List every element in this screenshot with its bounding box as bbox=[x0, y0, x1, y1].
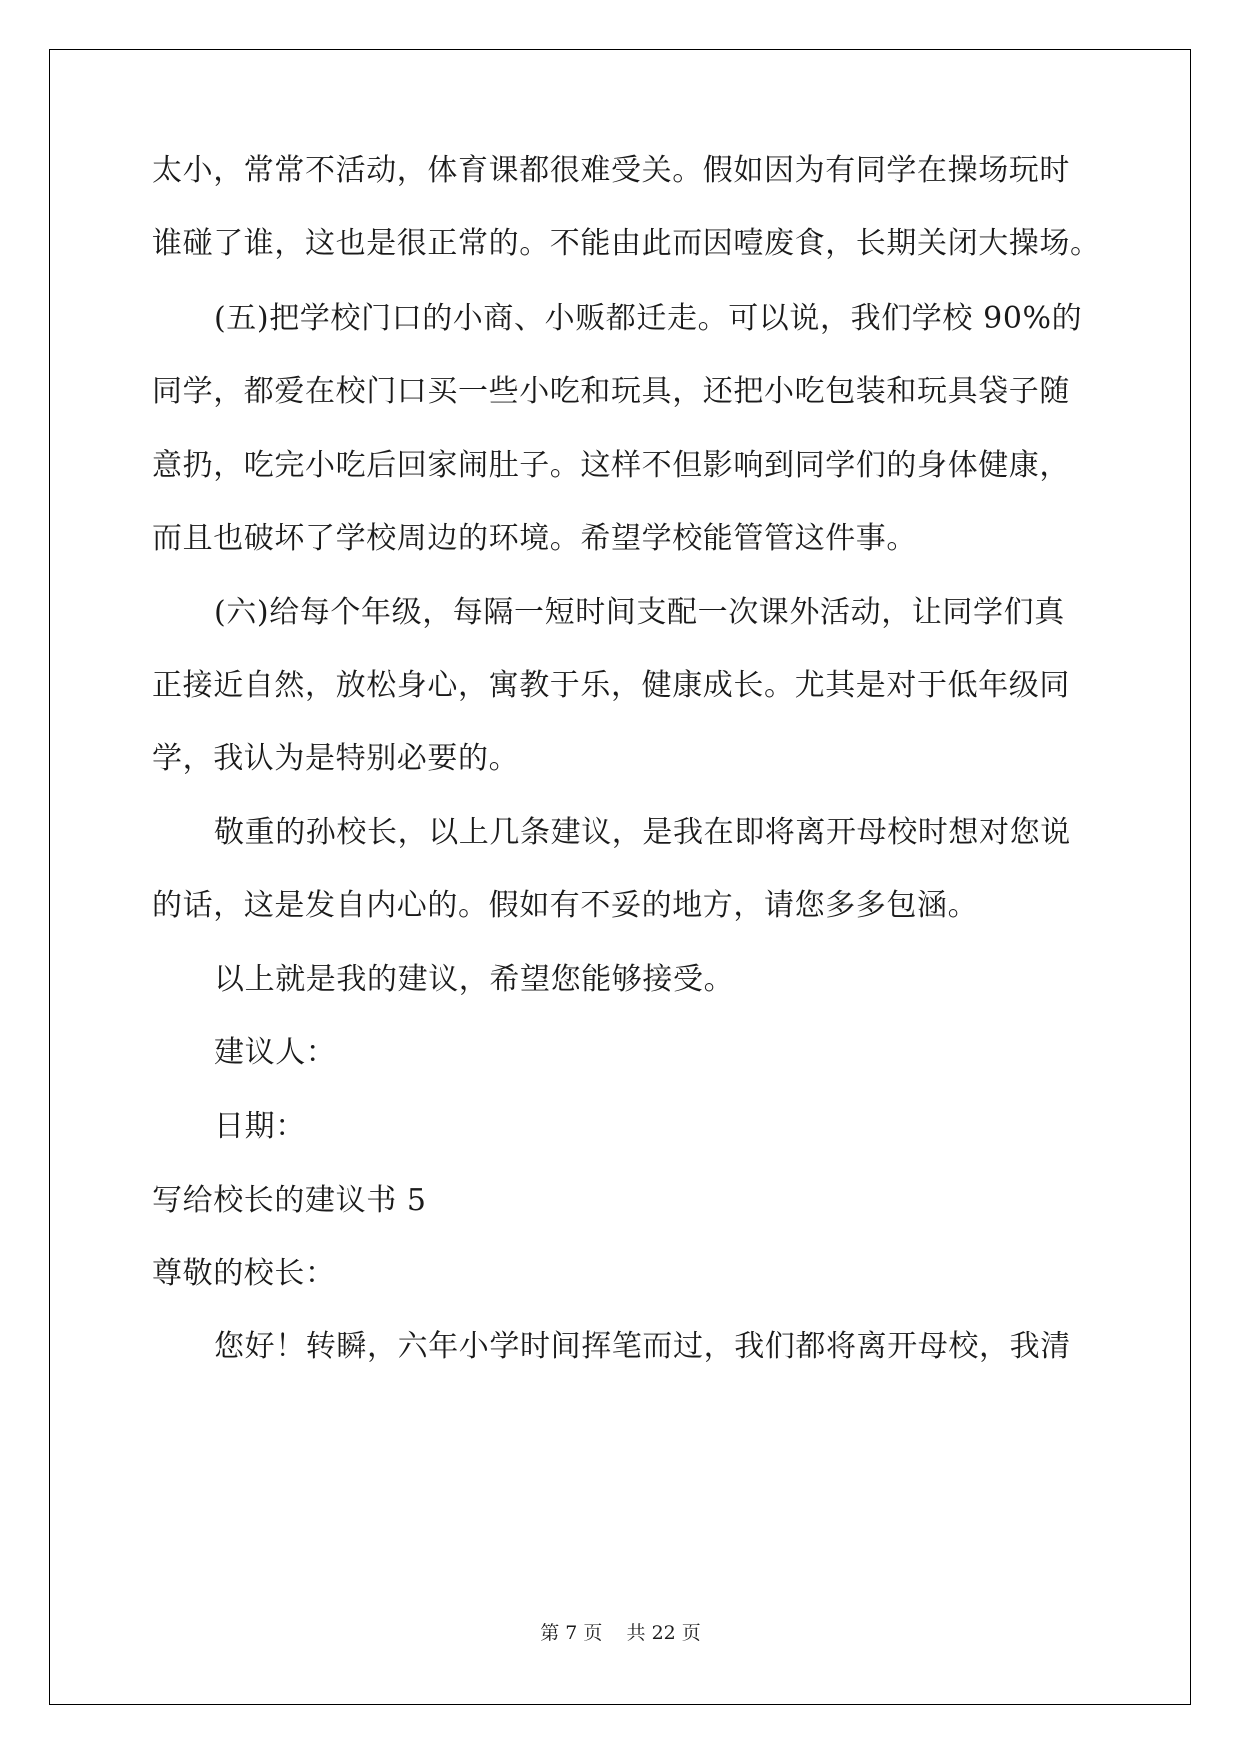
page-number: 第 7 页 共 22 页 bbox=[540, 1622, 701, 1644]
text-line: 您好！转瞬，六年小学时间挥笔而过，我们都将离开母校，我清 bbox=[214, 1329, 1071, 1364]
text-line: 同学，都爱在校门口买一些小吃和玩具，还把小吃包装和玩具袋子随 bbox=[152, 374, 1070, 409]
salutation: 尊敬的校长： bbox=[152, 1256, 336, 1291]
text-line: 日期： bbox=[214, 1109, 306, 1144]
text-line: 的话，这是发自内心的。假如有不妥的地方，请您多多包涵。 bbox=[152, 888, 979, 923]
text-line: 以上就是我的建议，希望您能够接受。 bbox=[214, 962, 735, 997]
text-line: 敬重的孙校长，以上几条建议，是我在即将离开母校时想对您说 bbox=[214, 815, 1071, 850]
text-line: 学，我认为是特别必要的。 bbox=[152, 741, 520, 776]
text-line: 而且也破坏了学校周边的环境。希望学校能管管这件事。 bbox=[152, 521, 917, 556]
text-line: 谁碰了谁，这也是很正常的。不能由此而因噎废食，长期关闭大操场。 bbox=[152, 226, 1101, 261]
text-line: 正接近自然，放松身心，寓教于乐，健康成长。尤其是对于低年级同 bbox=[152, 668, 1070, 703]
text-line: 太小，常常不活动，体育课都很难受关。假如因为有同学在操场玩时 bbox=[152, 153, 1070, 188]
text-line: 建议人： bbox=[214, 1035, 337, 1070]
page-border bbox=[49, 49, 1191, 1705]
text-line: (五)把学校门口的小商、小贩都迁走。可以说，我们学校 90%的 bbox=[214, 301, 1083, 336]
text-line: (六)给每个年级，每隔一短时间支配一次课外活动，让同学们真 bbox=[214, 595, 1065, 630]
text-line: 意扔，吃完小吃后回家闹肚子。这样不但影响到同学们的身体健康， bbox=[152, 448, 1070, 483]
section-heading: 写给校长的建议书 5 bbox=[152, 1183, 427, 1218]
